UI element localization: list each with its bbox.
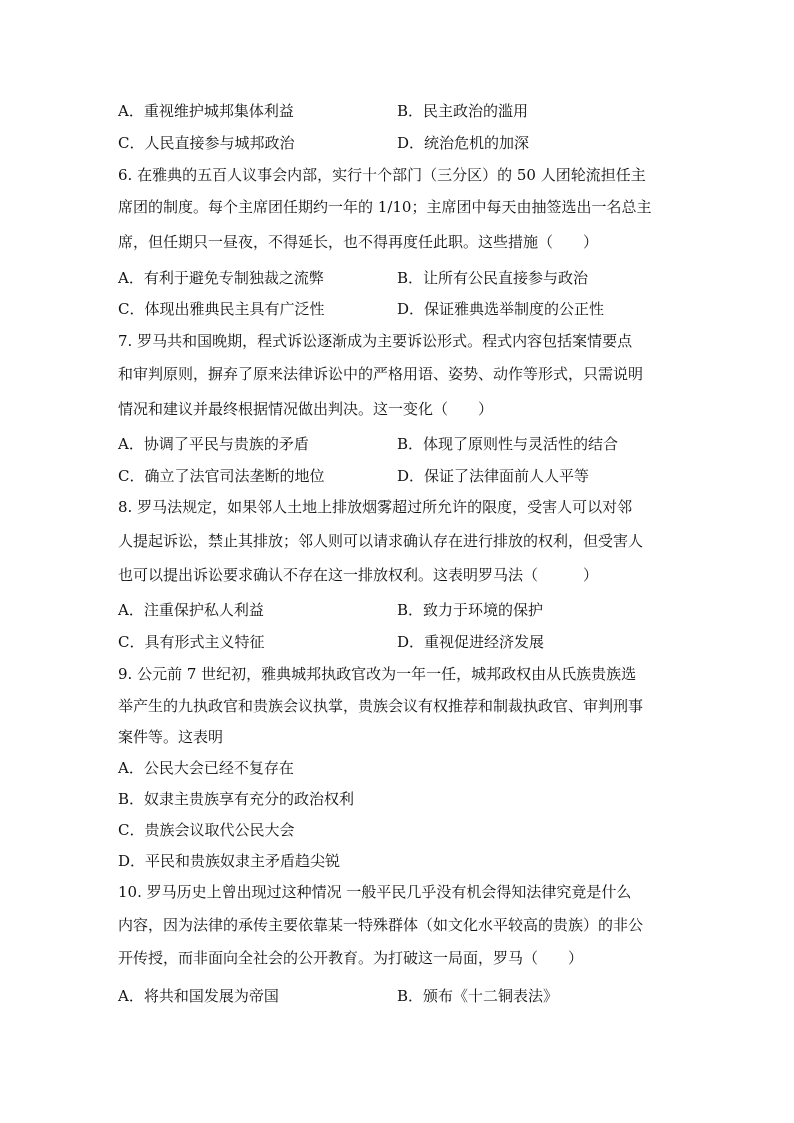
q8-option-a: A．注重保护私人利益 — [118, 601, 264, 619]
q10-option-a: A．将共和国发展为帝国 — [118, 987, 279, 1005]
q8-stem-line-2: 人提起诉讼，禁止其排放；邻人则可以请求确认存在进行排放的权利，但受害人 — [118, 532, 644, 550]
q8-option-b: B．致力于环境的保护 — [397, 601, 544, 619]
q7-option-c: C．确立了法官司法垄断的地位 — [118, 467, 325, 485]
q10-stem-line-3: 开传授，而非面向全社会的公开教育。为打破这一局面，罗马（ ） — [118, 949, 584, 967]
q9-option-d: D．平民和贵族奴隶主矛盾趋尖锐 — [118, 852, 341, 870]
q6-stem-line-2: 席团的制度。每个主席团任期约一年的 1/10；主席团中每天由抽签选出一名总主 — [118, 198, 652, 216]
q5-option-d: D．统治危机的加深 — [397, 134, 530, 152]
q5-option-c: C．人民直接参与城邦政治 — [118, 134, 295, 152]
q7-option-a: A．协调了平民与贵族的矛盾 — [118, 435, 309, 453]
q6-option-c: C．体现出雅典民主具有广泛性 — [118, 300, 325, 318]
q7-option-d: D．保证了法律面前人人平等 — [397, 467, 590, 485]
q8-stem-line-1: 8. 罗马法规定，如果邻人土地上排放烟雾超过所允许的限度，受害人可以对邻 — [118, 498, 633, 516]
q7-option-b: B．体现了原则性与灵活性的结合 — [397, 435, 619, 453]
q8-option-d: D．重视促进经济发展 — [397, 633, 545, 651]
q7-stem-line-2: 和审判原则，摒弃了原来法律诉讼中的严格用语、姿势、动作等形式，只需说明 — [118, 365, 644, 383]
q5-option-a: A．重视维护城邦集体利益 — [118, 102, 294, 120]
q6-stem-line-1: 6. 在雅典的五百人议事会内部，实行十个部门（三分区）的 50 人团轮流担任主 — [118, 166, 646, 184]
q9-option-b: B．奴隶主贵族享有充分的政治权利 — [118, 790, 355, 808]
q9-stem-line-2: 举产生的九执政官和贵族会议执掌，贵族会议有权推荐和制裁执政官、审判刑事 — [118, 697, 644, 715]
q8-stem-line-3: 也可以提出诉讼要求确认不存在这一排放权利。这表明罗马法（ ） — [118, 566, 599, 584]
q8-option-c: C．具有形式主义特征 — [118, 633, 265, 651]
q10-stem-line-2: 内容，因为法律的承传主要依靠某一特殊群体（如文化水平较高的贵族）的非公 — [118, 916, 644, 934]
q9-option-a: A．公民大会已经不复存在 — [118, 759, 294, 777]
q5-option-b: B．民主政治的滥用 — [397, 102, 529, 120]
q9-stem-line-3: 案件等。这表明 — [118, 728, 224, 746]
q10-stem-line-1: 10. 罗马历史上曾出现过这种情况 一般平民几乎没有机会得知法律究竟是什么 — [118, 883, 632, 901]
q10-option-b: B．颁布《十二铜表法》 — [397, 987, 559, 1005]
q7-stem-line-3: 情况和建议并最终根据情况做出判决。这一变化（ ） — [118, 400, 494, 418]
q9-stem-line-1: 9. 公元前 7 世纪初，雅典城邦执政官改为一年一任，城邦政权由从氏族贵族选 — [118, 665, 637, 683]
q6-option-d: D．保证雅典选举制度的公正性 — [397, 300, 605, 318]
q6-option-b: B．让所有公民直接参与政治 — [397, 269, 589, 287]
q6-stem-line-3: 席，但任期只一昼夜，不得延长，也不得再度任此职。这些措施（ ） — [118, 233, 599, 251]
q9-option-c: C．贵族会议取代公民大会 — [118, 821, 295, 839]
q7-stem-line-1: 7. 罗马共和国晚期，程式诉讼逐渐成为主要诉讼形式。程式内容包括案情要点 — [118, 332, 633, 350]
q6-option-a: A．有利于避免专制独裁之流弊 — [118, 269, 324, 287]
